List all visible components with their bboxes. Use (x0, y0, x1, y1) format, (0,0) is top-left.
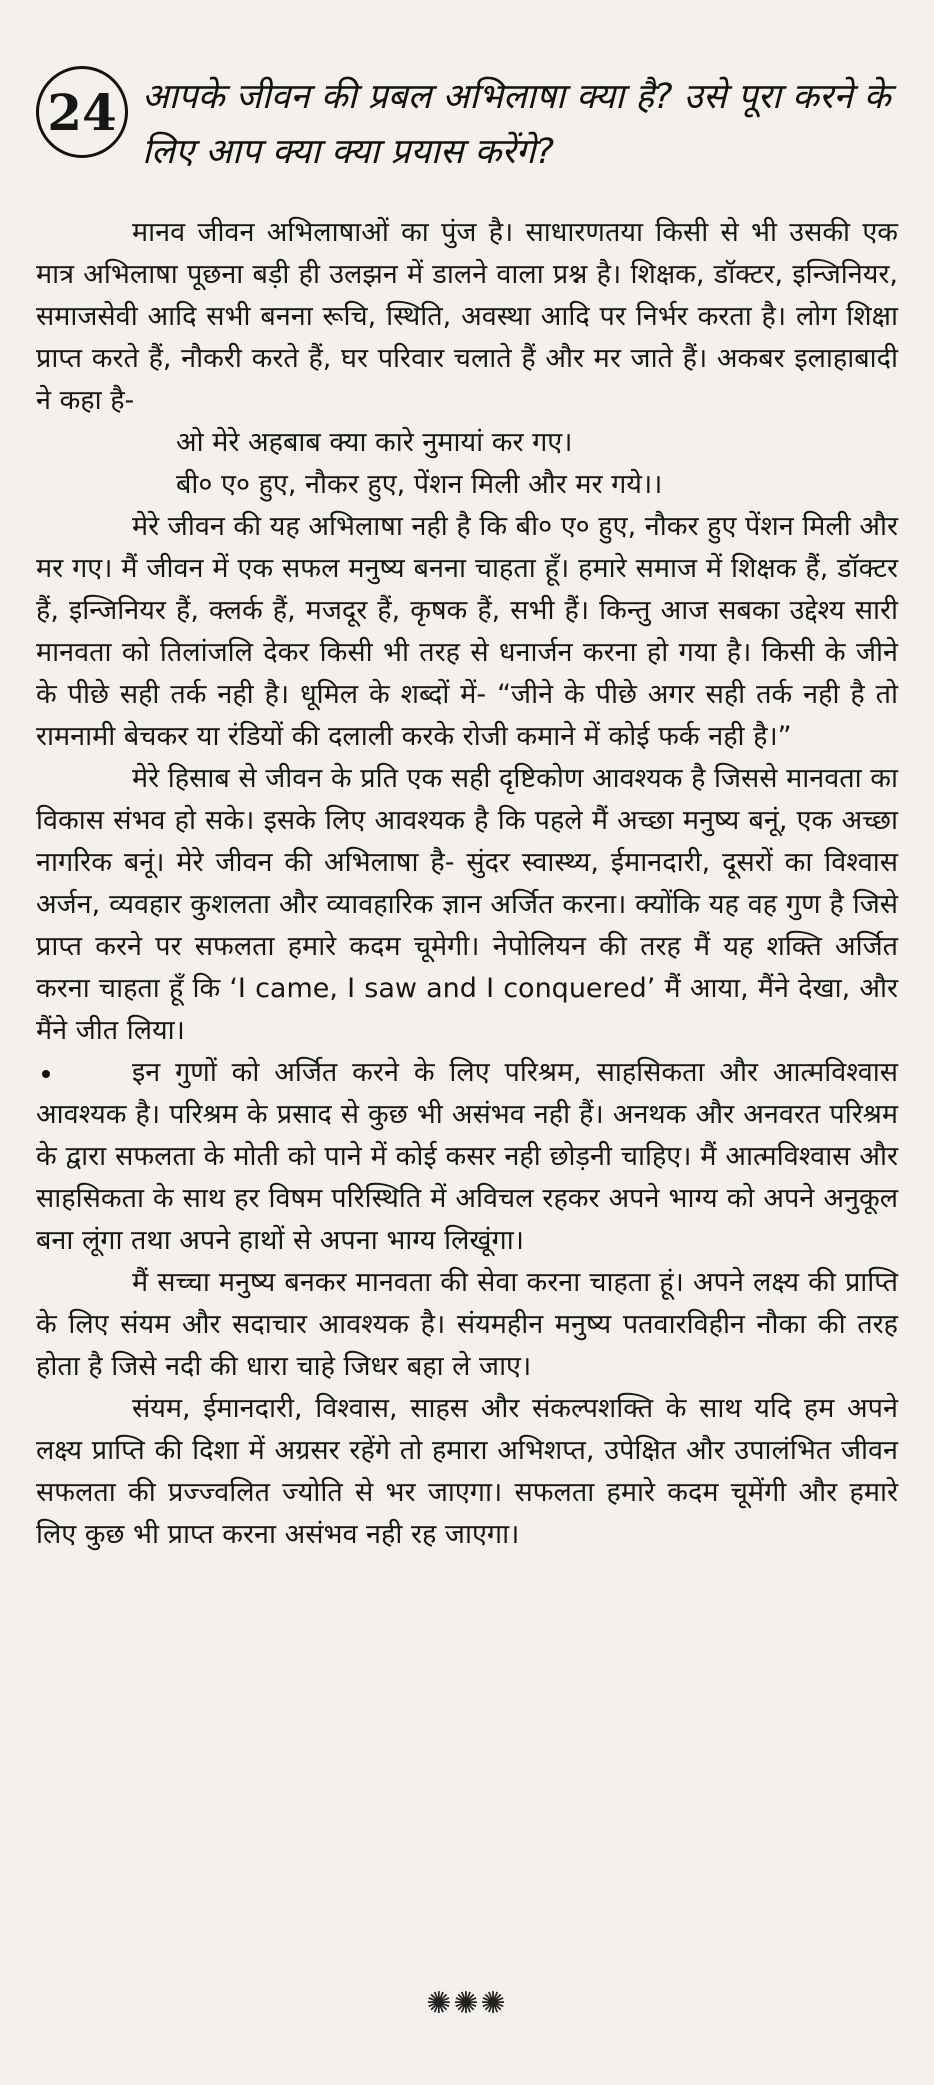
essay-body (36, 212, 898, 1556)
question-header (36, 62, 898, 180)
paragraph-4: इन गुणों को अर्जित करने के लिए परिश्रम, साहसिकता और आत्मविश्वास आवश्यक है। परिश्रम के प्रसाद से कुछ भी असंभव नही हैं। अनथक और अनवरत परिश्रम के द्वारा सफलता के मोती को पाने में कोई कसर नही छोड़नी चाहिए। मैं आत्मविश्वास और साहसिकता के साथ हर विषम परिस्थिति में अविचल रहकर अपने भाग्य को अपने अनुकूल बना लूंगा तथा अपने हाथों से अपना भाग्य लिखूंगा। (36, 1057, 898, 1256)
paragraph-3: मेरे हिसाब से जीवन के प्रति एक सही दृष्टिकोण आवश्यक है जिससे मानवता का विकास संभव हो सके। इसके लिए आवश्यक है कि पहले मैं अच्छा मनुष्य बनूं, एक अच्छा नागरिक बनूं। मेरे जीवन की अभिलाषा है- सुंदर स्वास्थ्य, ईमानदारी, दूसरों का विश्वास अर्जन, व्यवहार कुशलता और व्यावहारिक ज्ञान अर्जित करना। क्योंकि यह वह गुण है जिसे प्राप्त करने पर सफलता हमारे कदम चूमेगी। नेपोलियन की तरह मैं यह शक्ति अर्जित करना चाहता हूँ कि ‘I came, I saw and I conquered’ मैं आया, मैंने देखा, और मैंने जीत लिया। (36, 763, 898, 1046)
paragraph-4-wrapper (36, 1052, 898, 1262)
question-number-badge: 24 (36, 66, 128, 158)
paragraph-1: मानव जीवन अभिलाषाओं का पुंज है। साधारणतया किसी से भी उसकी एक मात्र अभिलाषा पूछना बड़ी ही उलझन में डालने वाला प्रश्न है। शिक्षक, डॉक्टर, इन्जिनियर, समाजसेवी आदि सभी बनना रूचि, स्थिति, अवस्था आदि पर निर्भर करता है। लोग शिक्षा प्राप्त करते हैं, नौकरी करते हैं, घर परिवार चलाते हैं और मर जाते हैं। अकबर इलाहाबादी ने कहा है- (36, 217, 898, 416)
couplet-line-2: बी० ए० हुए, नौकर हुए, पेंशन मिली और मर गये।। (176, 469, 663, 500)
question-title: आपके जीवन की प्रबल अभिलाषा क्या है? उसे पूरा करने के लिए आप क्या क्या प्रयास करेंगे? (142, 77, 891, 172)
end-ornament: ✺✺✺ (426, 1986, 508, 2021)
couplet-line-1: ओ मेरे अहबाब क्या कारे नुमायां कर गए। (176, 427, 573, 458)
paragraph-2: मेरे जीवन की यह अभिलाषा नही है कि बी० ए० हुए, नौकर हुए पेंशन मिली और मर गए। मैं जीवन में एक सफल मनुष्य बनना चाहता हूँ। हमारे समाज में शिक्षक हैं, डॉक्टर हैं, इन्जिनियर हैं, क्लर्क हैं, मजदूर हैं, कृषक हैं, सभी हैं। किन्तु आज सबका उद्देश्य सारी मानवता को तिलांजलि देकर किसी भी तरह से धनार्जन करना हो गया है। किसी के जीने के पीछे सही तर्क नही है। धूमिल के शब्दों में- “जीने के पीछे अगर सही तर्क नही है तो रामनामी बेचकर या रंडियों की दलाली करके रोजी कमाने में कोई फर्क नही है।” (36, 511, 898, 752)
paragraph-6: संयम, ईमानदारी, विश्वास, साहस और संकल्पशक्ति के साथ यदि हम अपने लक्ष्य प्राप्ति की दिशा में अग्रसर रहेंगे तो हमारा अभिशप्त, उपेक्षित और उपालंभित जीवन सफलता की प्रज्ज्वलित ज्योति से भर जाएगा। सफलता हमारे कदम चूमेंगी और हमारे लिए कुछ भी प्राप्त करना असंभव नही रह जाएगा। (36, 1393, 898, 1550)
quoted-couplet (36, 422, 898, 506)
bullet-dot-icon (42, 1070, 50, 1078)
paragraph-5: मैं सच्चा मनुष्य बनकर मानवता की सेवा करना चाहता हूं। अपने लक्ष्य की प्राप्ति के लिए संयम और सदाचार आवश्यक है। संयमहीन मनुष्य पतवारविहीन नौका की तरह होता है जिसे नदी की धारा चाहे जिधर बहा ले जाए। (36, 1267, 898, 1382)
